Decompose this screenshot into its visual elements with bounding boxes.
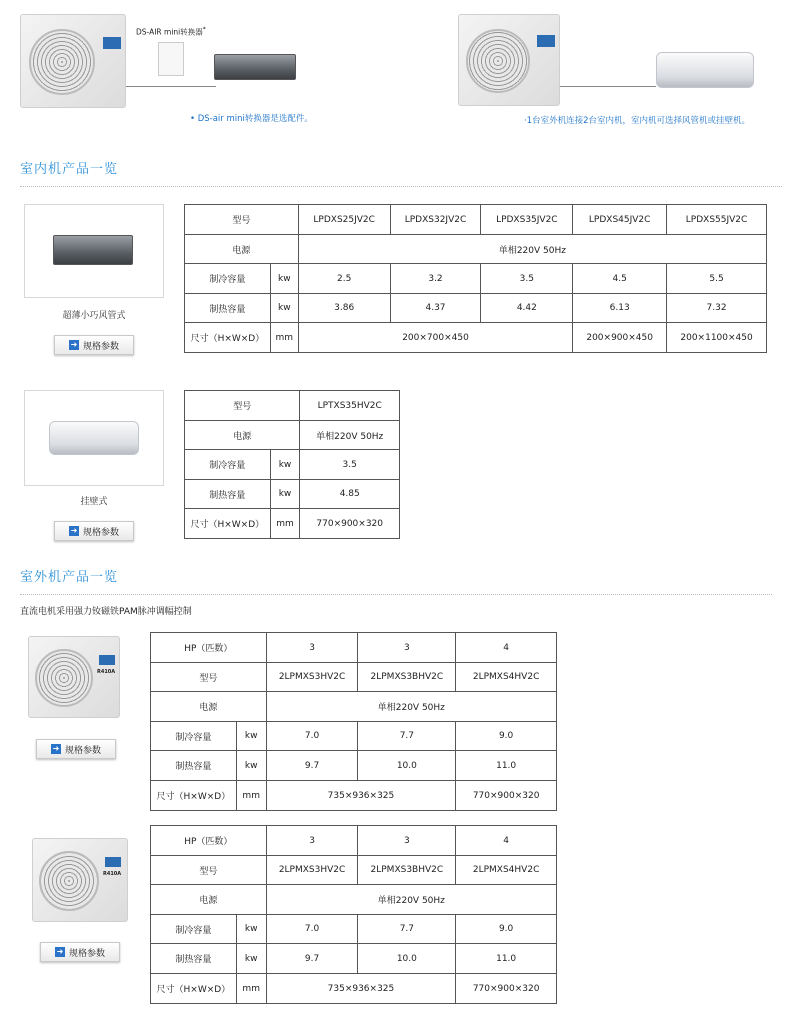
fan-grille-icon xyxy=(29,29,95,95)
table-row xyxy=(185,264,767,294)
power-value: 单相220V 50Hz xyxy=(298,235,766,264)
power-label: 电源 xyxy=(185,421,300,450)
table-row xyxy=(185,421,400,450)
connection-line xyxy=(126,86,216,87)
product-caption: 超薄小巧风管式 xyxy=(62,311,126,321)
outdoor-section-title: 室外机产品一览 xyxy=(20,570,119,585)
cooling-cell: 3.5 xyxy=(300,450,400,480)
model-cell: LPTXS35HV2C xyxy=(300,391,400,421)
heating-cell: 3.86 xyxy=(298,294,390,323)
wall-unit-image xyxy=(656,52,754,88)
unit-cell: mm xyxy=(236,781,266,811)
cooling-cell: 7.7 xyxy=(358,722,456,751)
cooling-cell: 9.0 xyxy=(456,915,557,944)
unit-cell: kw xyxy=(270,480,300,509)
unit-cell: kw xyxy=(270,264,298,294)
heating-cell: 10.0 xyxy=(358,944,456,974)
spec-button[interactable]: ➜ 规格参数 xyxy=(54,521,134,541)
unit-cell: kw xyxy=(236,944,266,974)
outdoor-unit-image-2 xyxy=(458,14,560,106)
cooling-label: 制冷容量 xyxy=(185,264,271,294)
table-row xyxy=(185,205,767,235)
table-row xyxy=(151,885,557,915)
heating-label: 制热容量 xyxy=(151,751,237,781)
table-row xyxy=(151,826,557,856)
size-cell: 200×700×450 xyxy=(298,323,572,353)
hp-cell: 3 xyxy=(266,633,358,663)
converter-image xyxy=(158,42,184,76)
cooling-cell: 5.5 xyxy=(667,264,767,294)
size-label: 尺寸（H×W×D） xyxy=(185,509,271,539)
indoor-spec-table-2 xyxy=(184,390,400,539)
cooling-cell: 7.0 xyxy=(266,915,358,944)
heating-cell: 11.0 xyxy=(456,944,557,974)
outdoor-unit-photo xyxy=(28,636,120,718)
size-cell: 770×900×320 xyxy=(300,509,400,539)
hp-cell: 3 xyxy=(358,633,456,663)
cooling-cell: 2.5 xyxy=(298,264,390,294)
model-cell: 2LPMXS3HV2C xyxy=(266,856,358,885)
size-cell: 735×936×325 xyxy=(266,781,456,811)
connection-line xyxy=(560,86,656,87)
unit-cell: mm xyxy=(270,323,298,353)
model-cell: LPDXS45JV2C xyxy=(573,205,667,235)
hp-label: HP（匹数） xyxy=(151,826,267,856)
outdoor-spec-table-2 xyxy=(150,825,557,1004)
spec-button[interactable]: ➜ 规格参数 xyxy=(36,739,116,759)
converter-label: DS-AIR mini转换器* xyxy=(136,26,206,37)
table-row xyxy=(185,391,400,421)
heating-label: 制热容量 xyxy=(185,480,271,509)
refrigerant-badge: R410A xyxy=(103,871,122,877)
product-caption: 挂壁式 xyxy=(80,497,108,507)
arrow-right-icon: ➜ xyxy=(56,947,64,956)
unit-cell: kw xyxy=(270,294,298,323)
table-row xyxy=(185,480,400,509)
duct-unit-photo xyxy=(24,204,164,298)
outdoor-spec-table-1 xyxy=(150,632,557,811)
model-cell: 2LPMXS3BHV2C xyxy=(358,856,456,885)
cooling-label: 制冷容量 xyxy=(185,450,271,480)
heating-cell: 6.13 xyxy=(573,294,667,323)
cooling-label: 制冷容量 xyxy=(151,915,237,944)
unit-cell: mm xyxy=(270,509,300,539)
wall-unit-photo xyxy=(24,390,164,486)
unit-cell: kw xyxy=(236,915,266,944)
cooling-cell: 7.0 xyxy=(266,722,358,751)
size-label: 尺寸（H×W×D） xyxy=(185,323,271,353)
fan-grille-icon xyxy=(466,29,530,93)
daikin-logo-icon xyxy=(99,655,115,665)
size-cell: 770×900×320 xyxy=(456,974,557,1004)
arrow-right-icon: ➜ xyxy=(70,340,78,349)
table-row xyxy=(151,633,557,663)
section-divider xyxy=(20,594,772,595)
heating-cell: 4.42 xyxy=(481,294,573,323)
duct-unit-image xyxy=(214,54,296,80)
converter-note: • DS-air mini转换器是选配件。 xyxy=(190,114,313,124)
unit-cell: kw xyxy=(236,751,266,781)
size-label: 尺寸（H×W×D） xyxy=(151,781,237,811)
size-cell: 770×900×320 xyxy=(456,781,557,811)
model-cell: 2LPMXS4HV2C xyxy=(456,663,557,692)
heating-cell: 9.7 xyxy=(266,751,358,781)
size-cell: 200×1100×450 xyxy=(667,323,767,353)
model-cell: 2LPMXS4HV2C xyxy=(456,856,557,885)
table-row xyxy=(151,915,557,944)
unit-cell: mm xyxy=(236,974,266,1004)
power-value: 单相220V 50Hz xyxy=(266,692,556,722)
table-row xyxy=(151,663,557,692)
cooling-cell: 3.5 xyxy=(481,264,573,294)
fan-grille-icon xyxy=(35,649,93,707)
model-cell: 2LPMXS3BHV2C xyxy=(358,663,456,692)
model-label: 型号 xyxy=(151,663,267,692)
outdoor-unit-image-1 xyxy=(20,14,126,108)
table-row xyxy=(185,450,400,480)
heating-label: 制热容量 xyxy=(151,944,237,974)
hp-cell: 4 xyxy=(456,633,557,663)
model-cell: LPDXS32JV2C xyxy=(390,205,481,235)
power-value: 单相220V 50Hz xyxy=(266,885,556,915)
heating-cell: 9.7 xyxy=(266,944,358,974)
size-cell: 200×900×450 xyxy=(573,323,667,353)
heating-cell: 11.0 xyxy=(456,751,557,781)
hp-label: HP（匹数） xyxy=(151,633,267,663)
table-row xyxy=(151,781,557,811)
daikin-logo-icon xyxy=(105,857,121,867)
fan-grille-icon xyxy=(39,851,99,911)
cooling-cell: 4.5 xyxy=(573,264,667,294)
power-value: 单相220V 50Hz xyxy=(300,421,400,450)
unit-cell: kw xyxy=(236,722,266,751)
table-row xyxy=(151,944,557,974)
heating-cell: 4.85 xyxy=(300,480,400,509)
power-label: 电源 xyxy=(151,885,267,915)
table-row xyxy=(151,751,557,781)
system-note: ·1台室外机连接2台室内机，室内机可选择风管机或挂壁机。 xyxy=(524,116,751,126)
heating-cell: 10.0 xyxy=(358,751,456,781)
hp-cell: 3 xyxy=(266,826,358,856)
section-divider xyxy=(20,186,782,187)
unit-cell: kw xyxy=(270,450,300,480)
arrow-right-icon: ➜ xyxy=(70,526,78,535)
cooling-label: 制冷容量 xyxy=(151,722,237,751)
outdoor-unit-photo xyxy=(32,838,128,922)
table-row xyxy=(151,856,557,885)
size-label: 尺寸（H×W×D） xyxy=(151,974,237,1004)
table-row xyxy=(151,692,557,722)
heating-cell: 7.32 xyxy=(667,294,767,323)
arrow-right-icon: ➜ xyxy=(52,744,60,753)
cooling-cell: 9.0 xyxy=(456,722,557,751)
heating-label: 制热容量 xyxy=(185,294,271,323)
model-cell: LPDXS55JV2C xyxy=(667,205,767,235)
indoor-section-title: 室内机产品一览 xyxy=(20,162,119,177)
hp-cell: 3 xyxy=(358,826,456,856)
table-row xyxy=(185,294,767,323)
model-cell: LPDXS25JV2C xyxy=(298,205,390,235)
outdoor-subtitle: 直流电机采用强力钕磁铁PAM脉冲调幅控制 xyxy=(20,607,192,617)
table-row xyxy=(185,235,767,264)
model-cell: 2LPMXS3HV2C xyxy=(266,663,358,692)
table-row xyxy=(151,974,557,1004)
table-row xyxy=(185,323,767,353)
duct-unit-image xyxy=(53,235,133,265)
power-label: 电源 xyxy=(151,692,267,722)
model-label: 型号 xyxy=(151,856,267,885)
table-row xyxy=(151,722,557,751)
size-cell: 735×936×325 xyxy=(266,974,456,1004)
refrigerant-badge: R410A xyxy=(97,669,116,675)
heating-cell: 4.37 xyxy=(390,294,481,323)
daikin-logo-icon xyxy=(103,37,121,49)
spec-button[interactable]: ➜ 规格参数 xyxy=(40,942,120,962)
indoor-spec-table-1 xyxy=(184,204,767,353)
cooling-cell: 3.2 xyxy=(390,264,481,294)
model-label: 型号 xyxy=(185,391,300,421)
spec-button[interactable]: ➜ 规格参数 xyxy=(54,335,134,355)
cooling-cell: 7.7 xyxy=(358,915,456,944)
top-banner xyxy=(0,0,800,150)
model-cell: LPDXS35JV2C xyxy=(481,205,573,235)
wall-unit-image xyxy=(49,421,139,455)
daikin-logo-icon xyxy=(537,35,555,47)
power-label: 电源 xyxy=(185,235,299,264)
model-label: 型号 xyxy=(185,205,299,235)
hp-cell: 4 xyxy=(456,826,557,856)
table-row xyxy=(185,509,400,539)
